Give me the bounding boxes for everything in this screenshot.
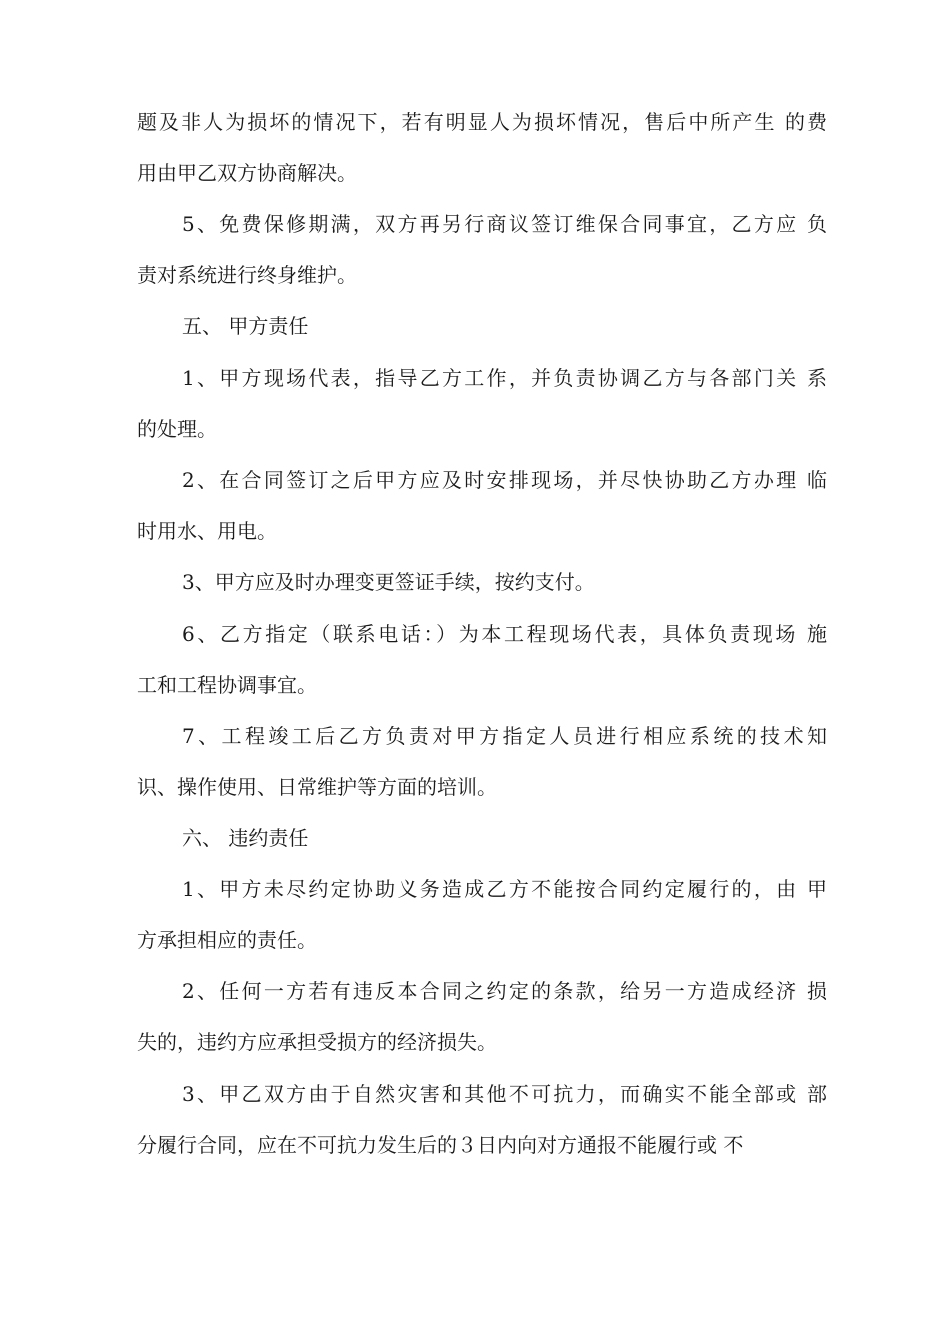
text-line-17: 方承担相应的责任。 <box>137 928 317 952</box>
text-line-1: 题及非人为损坏的情况下，若有明显人为损坏情况，售后中所产生 的费 <box>137 110 827 134</box>
text-line-12: 工和工程协调事宜。 <box>137 673 317 697</box>
text-line-19: 失的，违约方应承担受损方的经济损失。 <box>137 1030 497 1054</box>
section-heading-6: 六、 违约责任 <box>182 826 309 850</box>
text-line-6: 1、甲方现场代表，指导乙方工作，并负责协调乙方与各部门关 系 <box>182 366 827 390</box>
text-line-14: 识、操作使用、日常维护等方面的培训。 <box>137 775 497 799</box>
text-line-4: 责对系统进行终身维护。 <box>137 263 357 287</box>
text-line-11: 6、乙方指定（联系电话：）为本工程现场代表，具体负责现场 施 <box>182 622 827 646</box>
text-line-20: 3、甲乙双方由于自然灾害和其他不可抗力，而确实不能全部或 部 <box>182 1082 827 1106</box>
text-line-2: 用由甲乙双方协商解决。 <box>137 161 357 185</box>
text-line-10: 3、甲方应及时办理变更签证手续，按约支付。 <box>182 570 595 594</box>
text-line-3: 5、免费保修期满，双方再另行商议签订维保合同事宜，乙方应 负 <box>182 212 827 236</box>
text-line-18: 2、任何一方若有违反本合同之约定的条款，给另一方造成经济 损 <box>182 979 827 1003</box>
text-line-16: 1、甲方未尽约定协助义务造成乙方不能按合同约定履行的，由 甲 <box>182 877 827 901</box>
section-heading-5: 五、 甲方责任 <box>182 314 309 338</box>
text-line-8: 2、在合同签订之后甲方应及时安排现场，并尽快协助乙方办理 临 <box>182 468 827 492</box>
text-line-21: 分履行合同，应在不可抗力发生后的３日内向对方通报不能履行或 不 <box>137 1133 744 1157</box>
text-line-13: 7、工程竣工后乙方负责对甲方指定人员进行相应系统的技术知 <box>182 724 827 748</box>
text-line-9: 时用水、用电。 <box>137 519 277 543</box>
text-line-7: 的处理。 <box>137 417 217 441</box>
